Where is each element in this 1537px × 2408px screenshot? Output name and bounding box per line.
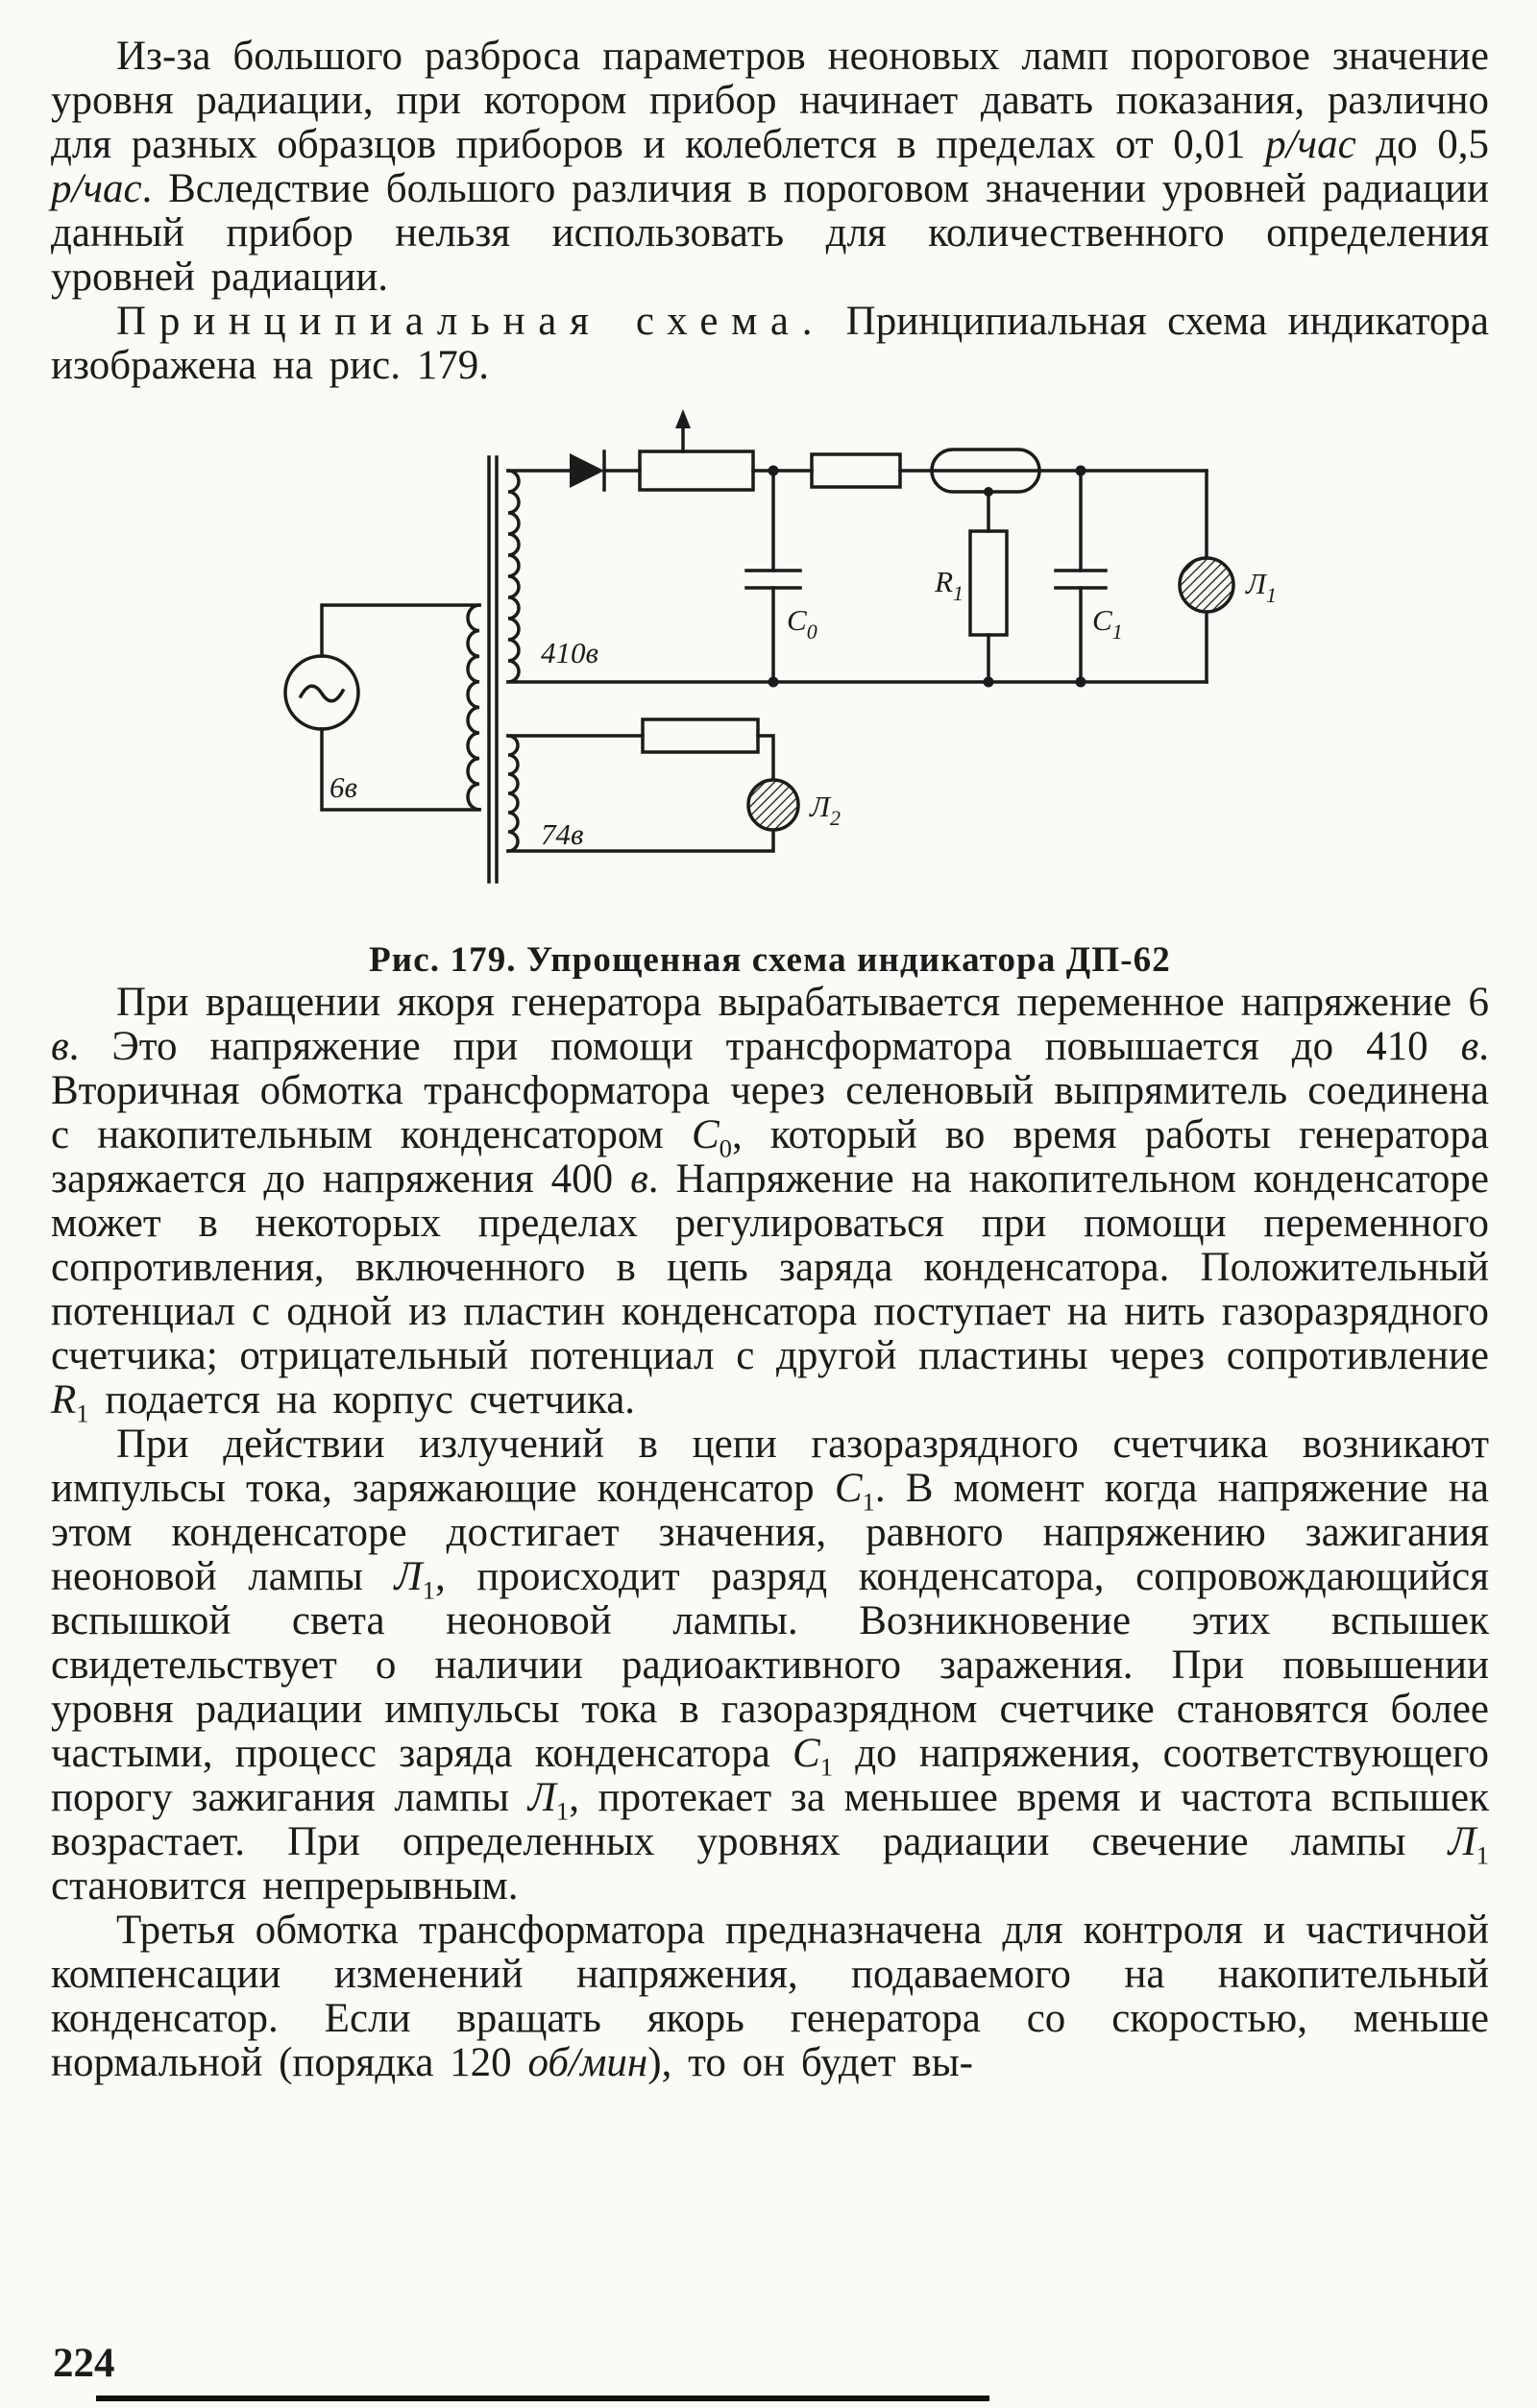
- scan-artifact-line: [96, 2396, 989, 2401]
- label-c0: $С_0$: [787, 603, 817, 644]
- hv-winding: [508, 471, 519, 682]
- label-r1: $R_1$: [935, 565, 964, 605]
- paragraph-third-winding: Третья обмотка трансформатора предназначена для контроля и частичной компенсации изменений напряжения, подаваемого на накопительный конденсатор. Если вращать якорь генератора со скоростью, меньше нормальной (порядка 120 об/мин), то он будет вы-: [51, 1908, 1489, 2085]
- figure-caption: Рис. 179. Упрощенная схема индикатора ДП-62: [369, 940, 1171, 980]
- junction-dot: [1076, 677, 1086, 688]
- third-winding: [508, 736, 518, 851]
- label-l1: $Л_1$: [1246, 567, 1277, 607]
- resistor-symbol: [812, 454, 900, 487]
- page-number: 224: [53, 2341, 115, 2386]
- arrow-head-icon: [675, 409, 691, 428]
- junction-dot: [984, 677, 994, 688]
- sine-wave-icon: [301, 686, 343, 701]
- wire: [322, 605, 479, 656]
- junction-dot: [768, 466, 779, 476]
- label-generator-voltage: 6в: [329, 770, 357, 804]
- paragraph-generator-description: При вращении якоря генератора вырабатывается переменное напряжение 6 в. Это напряжение при помощи трансформатора повышается до 410 в. Вторичная обмотка трансформатора через селеновый выпрямитель соединена с накопительным конденсатором $С_0$, который во время работы генератора заряжается до напряжения 400 в. Напряжение на накопительном конденсаторе может в некоторых пределах регулироваться при помощи переменного сопротивления, включенного в цепь заряда конденсатора. Положительный потенциал с одной из пластин конденсатора поступает на нить газоразрядного счетчика; отрицательный потенциал с другой пластины через сопротивление $R_1$ подается на корпус счетчика.: [51, 980, 1489, 1428]
- junction-dot: [768, 677, 779, 688]
- circuit-diagram: [270, 401, 1327, 920]
- junction-dot: [1076, 466, 1086, 476]
- label-hv-voltage: 410в: [541, 636, 598, 669]
- junction-dot: [984, 487, 993, 497]
- label-c1: $С_1$: [1092, 603, 1123, 644]
- resistor-r1-symbol: [970, 531, 1007, 635]
- paragraph-pulse-operation: При действии излучений в цепи газоразрядного счетчика возникают импульсы тока, заряжающие конденсатор $С_1$. В момент когда напряжение на этом конденсаторе достигает значения, равного напряжению зажигания неоновой лампы $Л_1$, происходит разряд конденсатора, сопровождающийся вспышкой света неоновой лампы. Возникновение этих вспышек свидетельствует о наличии радиоактивного заражения. При повышении уровня радиации импульсы тока в газоразрядном счетчике становятся более частыми, процесс заряда конденсатора $С_1$ до напряжения, соответствующего порогу зажигания лампы $Л_1$, протекает за меньшее время и частота вспышек возрастает. При определенных уровнях радиации свечение лампы $Л_1$ становится непрерывным.: [51, 1422, 1490, 1909]
- wire: [758, 736, 773, 780]
- resistor-symbol: [643, 719, 758, 752]
- variable-resistor-symbol: [640, 451, 753, 490]
- paragraph-intro: Из-за большого разброса параметров неоновых ламп пороговое значение уровня радиации, при котором прибор начинает давать показания, различно для разных образцов приборов и колеблется в пределах от 0,01 р/час до 0,5 р/час. Вследствие большого различия в пороговом значении уровней радиации данный прибор нельзя использовать для количественного определения уровней радиации.: [51, 34, 1489, 300]
- paragraph-schematic-heading: Принципиальная схема. Принципиальная схема индикатора изображена на рис. 179.: [51, 299, 1490, 388]
- neon-lamp-l2-symbol: [748, 780, 798, 830]
- primary-winding: [468, 605, 479, 810]
- label-l2: $Л_2$: [810, 790, 841, 830]
- diode-symbol: [570, 453, 604, 488]
- neon-lamp-l1-symbol: [1180, 558, 1233, 612]
- label-third-voltage: 74в: [541, 817, 584, 851]
